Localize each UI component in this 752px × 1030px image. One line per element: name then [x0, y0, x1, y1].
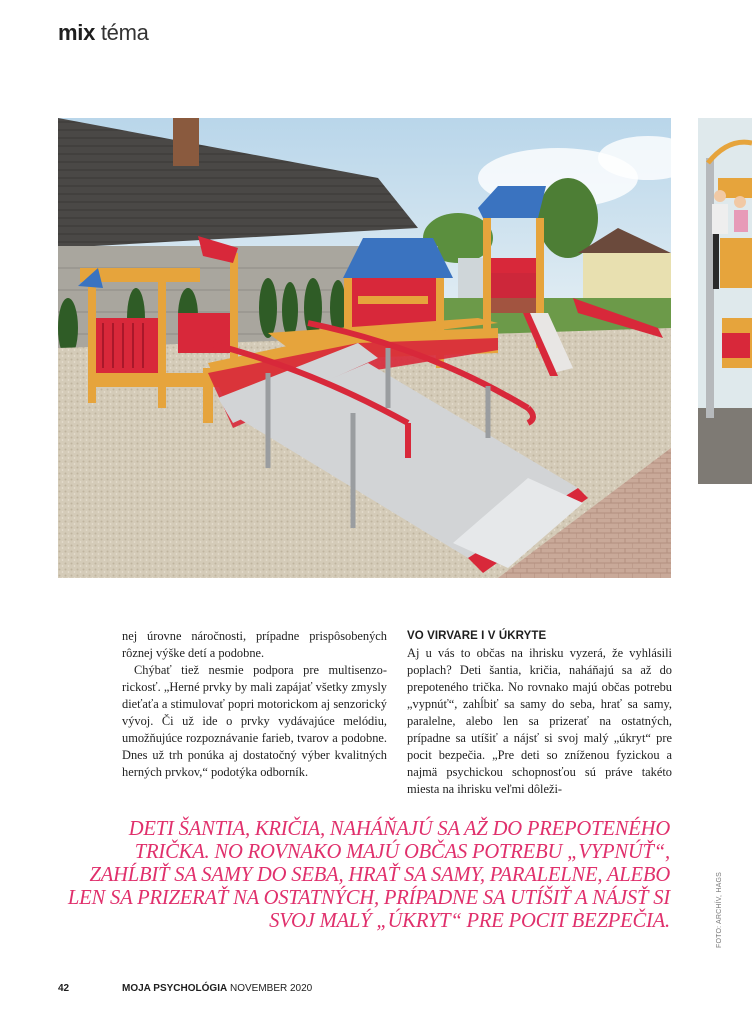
paragraph: Chýbať tiež nesmie podpora pre multisenzorickosť. „Herné prvky by mali zapájať všetky zmysly dieťaťa a stimulovať popri motorickom aj senzorický vývoj. Či už ide o prvky vydávajúce melódiu, umožňujúce rozpoznávanie farieb, tvarov a podobne. Dnes už trh ponúka aj dostatočný výber kvalitných herných prvkov,“ podotýka odborník. [122, 663, 387, 779]
text-column-right [407, 628, 672, 798]
page-number: 42 [58, 983, 70, 994]
magazine-info [122, 983, 312, 994]
section-header [58, 20, 149, 46]
playground-photo [58, 118, 671, 578]
paragraph: nej úrovne náročnosti, prípadne prispôsobených rôznej výške detí a podobne. [122, 629, 387, 660]
subheading: VO VIRVARE I V ÚKRYTE [407, 630, 547, 642]
text-column-left [122, 628, 387, 781]
pull-quote: DETI ŠANTIA, KRIČIA, NAHÁŇAJÚ SA AŽ DO PREPOTENÉHO TRIČKA. NO ROVNAKO MAJÚ OBČAS POTREBU „VYPNÚŤ“, ZAHĹBIŤ SA SAMY DO SEBA, HRAŤ SA SAMY, PARALELNE, ALEBO LEN SA PRIZERAŤ NA OSTATNÝCH, PRÍPADNE SA UTÍŠIŤ A NÁJSŤ SI SVOJ MALÝ „ÚKRYT“ PRE POCIT BEZPEČIA. [67, 818, 670, 932]
side-photo [698, 118, 752, 484]
subsection-label: téma [100, 20, 149, 45]
issue-date: NOVEMBER 2020 [229, 983, 313, 994]
paragraph: Aj u vás to občas na ihrisku vyzerá, že vyhlásili poplach? Deti šantia, kričia, naháňajú sa až do prepoteného trička. No rovnako majú občas potrebu „vypnúť“, zahĺbiť sa samy do seba, hrať sa samy, paralelne, alebo len sa prizerať na ostatných, prípadne sa utíšiť a nájsť si svoj malý „úkryt“ pre pocit bezpečia. „Pre deti so zníženou fyzickou a najmä psychickou schopnosťou sú práve takéto miesta na ihrisku veľmi dôleži- [407, 646, 672, 796]
section-label: mix [58, 20, 96, 45]
magazine-name: MOJA PSYCHOLÓGIA [122, 983, 228, 994]
page-footer [58, 983, 458, 994]
photo-credit: FOTO: ARCHÍV, HAGS [716, 872, 723, 948]
